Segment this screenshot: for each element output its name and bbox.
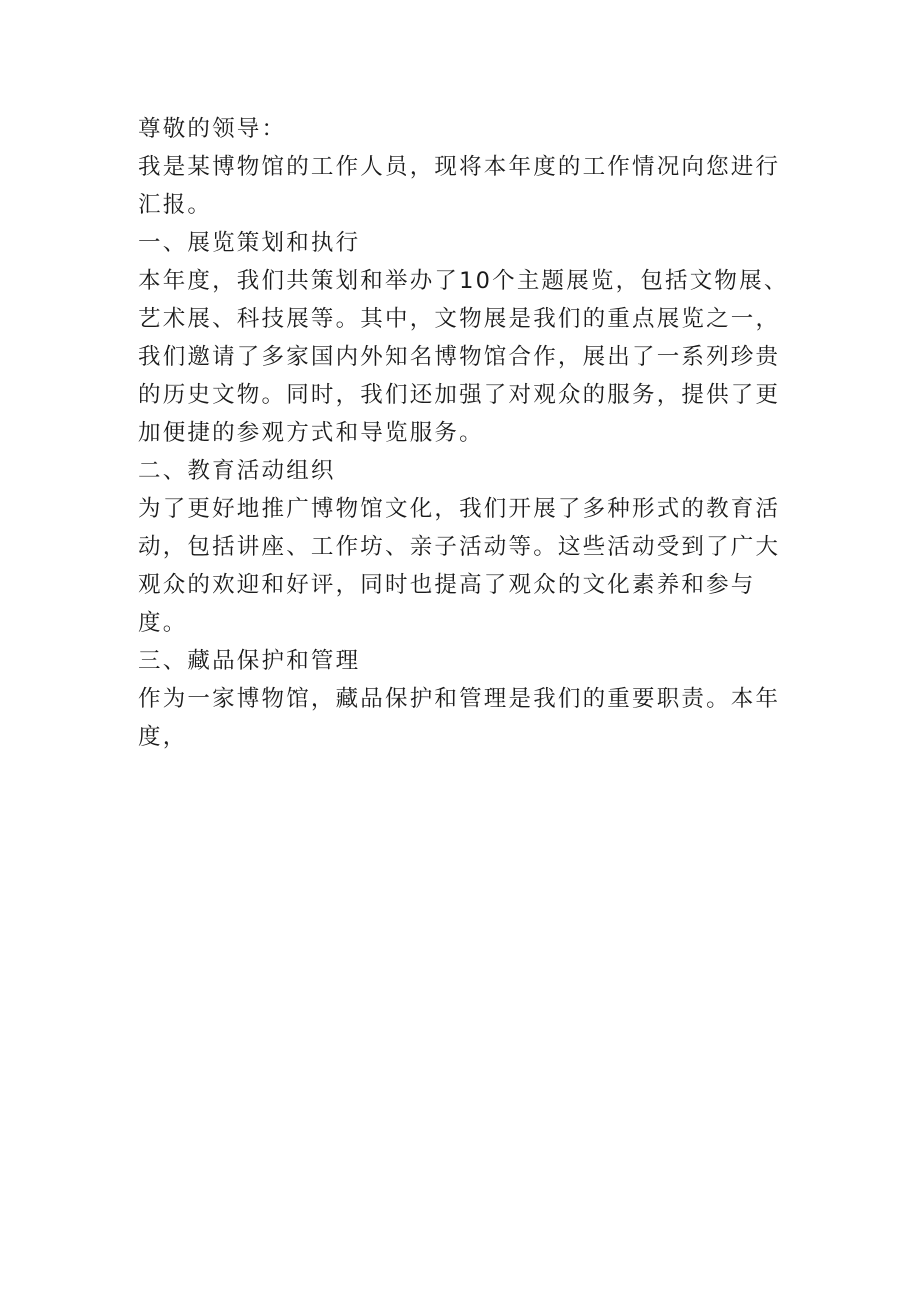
section-heading-collections: 三、藏品保护和管理 bbox=[138, 648, 361, 674]
section-heading-exhibitions: 一、展览策划和执行 bbox=[138, 230, 361, 256]
document-body bbox=[138, 110, 798, 756]
section-body-collections: 作为一家博物馆，藏品保护和管理是我们的重要职责。本年度， bbox=[138, 686, 781, 750]
section-body-exhibitions: 本年度，我们共策划和举办了10个主题展览，包括文物展、艺术展、科技展等。其中，文物展是我们的重点展览之一，我们邀请了多家国内外知名博物馆合作，展出了一系列珍贵的历史文物。同时，我们还加强了对观众的服务，提供了更加便捷的参观方式和导览服务。 bbox=[138, 268, 789, 446]
intro-paragraph: 我是某博物馆的工作人员，现将本年度的工作情况向您进行汇报。 bbox=[138, 154, 781, 218]
section-body-education: 为了更好地推广博物馆文化，我们开展了多种形式的教育活动，包括讲座、工作坊、亲子活动等。这些活动受到了广大观众的欢迎和好评，同时也提高了观众的文化素养和参与度。 bbox=[138, 496, 781, 636]
greeting: 尊敬的领导： bbox=[138, 116, 287, 142]
section-heading-education: 二、教育活动组织 bbox=[138, 458, 336, 484]
